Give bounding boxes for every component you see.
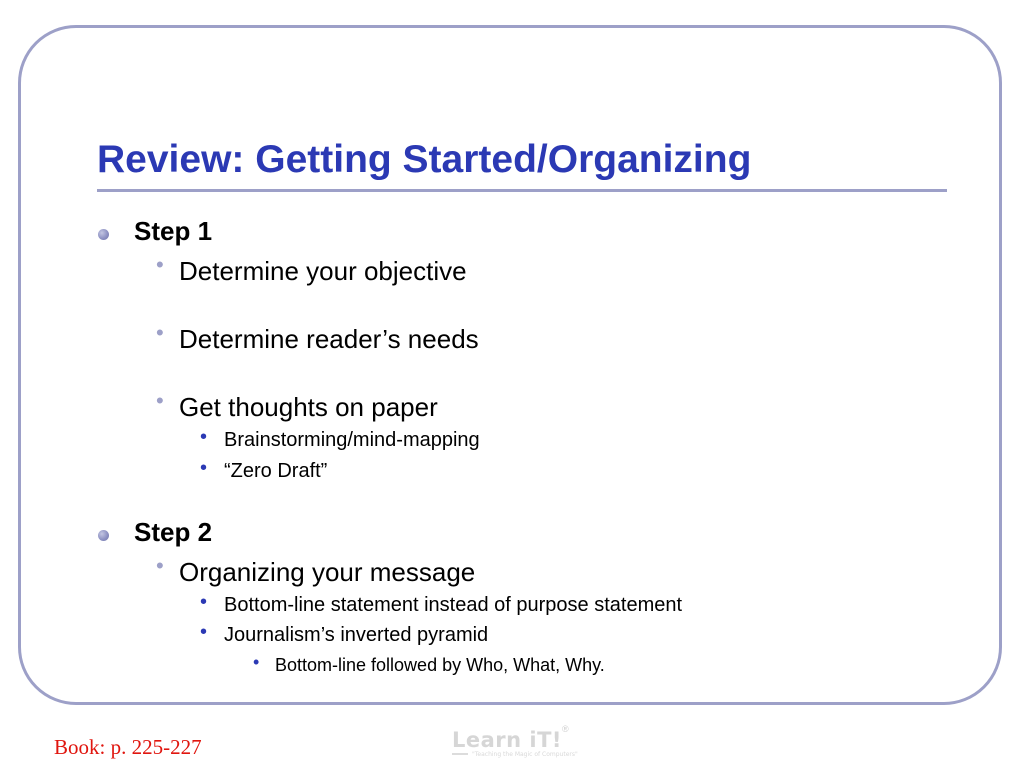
outline-item-step2: Step 2 <box>134 517 213 547</box>
dot-bullet-icon: • <box>200 426 208 448</box>
logo-underline <box>452 753 468 755</box>
logo-registered-mark: ® <box>562 724 569 734</box>
dot-bullet-icon: • <box>200 591 208 613</box>
title-divider <box>97 189 947 192</box>
outline-item-thoughts: Get thoughts on paper <box>179 392 438 422</box>
dot-bullet-icon: • <box>253 652 260 672</box>
outline-item-pyramid: Journalism’s inverted pyramid <box>224 624 489 646</box>
outline-item-brainstorm: Brainstorming/mind-mapping <box>224 429 480 451</box>
outline-item-step1: Step 1 <box>134 216 213 246</box>
outline-item-zerodraft: “Zero Draft” <box>224 460 328 482</box>
outline-item-objective: Determine your objective <box>179 256 467 286</box>
book-reference: Book: p. 225-227 <box>54 735 202 759</box>
outline-item-organizing: Organizing your message <box>179 557 476 587</box>
slide-title: Review: Getting Started/Organizing <box>97 138 752 181</box>
dot-bullet-icon: • <box>156 553 164 578</box>
round-bullet-icon <box>98 229 109 240</box>
logo-tagline: "Teaching the Magic of Computers" <box>472 751 578 758</box>
dot-bullet-icon: • <box>200 621 208 643</box>
dot-bullet-icon: • <box>156 252 164 277</box>
dot-bullet-icon: • <box>156 388 164 413</box>
dot-bullet-icon: • <box>156 320 164 345</box>
outline-item-who: Bottom-line followed by Who, What, Why. <box>275 655 605 675</box>
logo-wordmark: Learn iT! <box>452 728 563 752</box>
dot-bullet-icon: • <box>200 457 208 479</box>
learnit-logo <box>452 724 592 764</box>
outline-item-readers: Determine reader’s needs <box>179 324 479 354</box>
outline-item-bottomline: Bottom-line statement instead of purpose statement <box>224 594 683 616</box>
round-bullet-icon <box>98 530 109 541</box>
